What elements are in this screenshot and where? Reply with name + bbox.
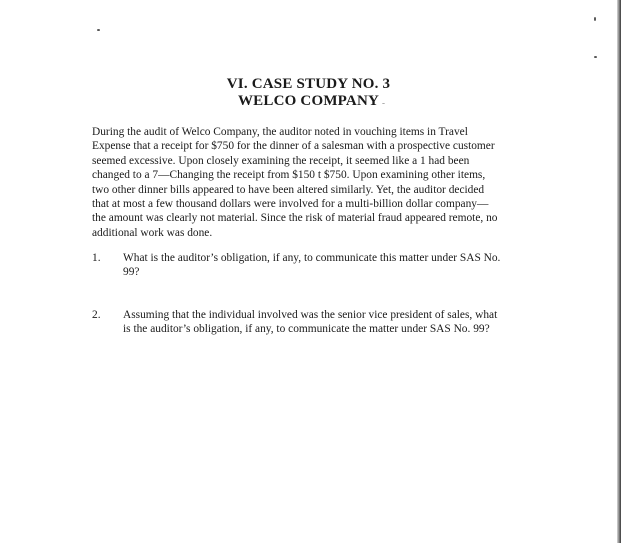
page-edge-shadow bbox=[617, 0, 621, 543]
company-title: WELCO COMPANY bbox=[237, 93, 380, 109]
paragraph-line: the amount was clearly not material. Since the risk of material fraud appeared remote, no bbox=[92, 212, 498, 225]
question-number: 2. bbox=[92, 309, 101, 321]
scan-speck bbox=[97, 29, 100, 31]
scan-speck bbox=[594, 56, 597, 58]
question-line: is the auditor’s obligation, if any, to communicate the matter under SAS No. 99? bbox=[123, 323, 490, 336]
scan-speck bbox=[594, 17, 596, 21]
paragraph-line: that at most a few thousand dollars were involved for a multi-billion dollar company— bbox=[92, 198, 489, 211]
question-line: What is the auditor’s obligation, if any, to communicate this matter under SAS No. bbox=[123, 252, 501, 264]
paragraph-line: seemed excessive. Upon closely examining the receipt, it seemed like a 1 had been bbox=[92, 154, 470, 167]
question-line: Assuming that the individual involved was the senior vice president of sales, what bbox=[123, 309, 498, 321]
question-number: 1. bbox=[92, 252, 101, 264]
case-study-title: VI. CASE STUDY NO. 3 bbox=[226, 76, 391, 92]
question-line: 99? bbox=[123, 266, 140, 279]
question-text bbox=[123, 251, 543, 280]
paragraph-line: changed to a 7—Changing the receipt from $150 t $750. Upon examining other items, bbox=[92, 169, 486, 182]
case-paragraph bbox=[92, 125, 542, 240]
paragraph-line: two other dinner bills appeared to have been altered similarly. Yet, the auditor decided bbox=[92, 183, 485, 196]
paragraph-line: additional work was done. bbox=[92, 226, 213, 239]
paragraph-line: During the audit of Welco Company, the auditor noted in vouching items in Travel bbox=[92, 126, 468, 138]
paragraph-line: Expense that a receipt for $750 for the dinner of a salesman with a prospective customer bbox=[92, 140, 495, 153]
question-text bbox=[123, 308, 543, 337]
